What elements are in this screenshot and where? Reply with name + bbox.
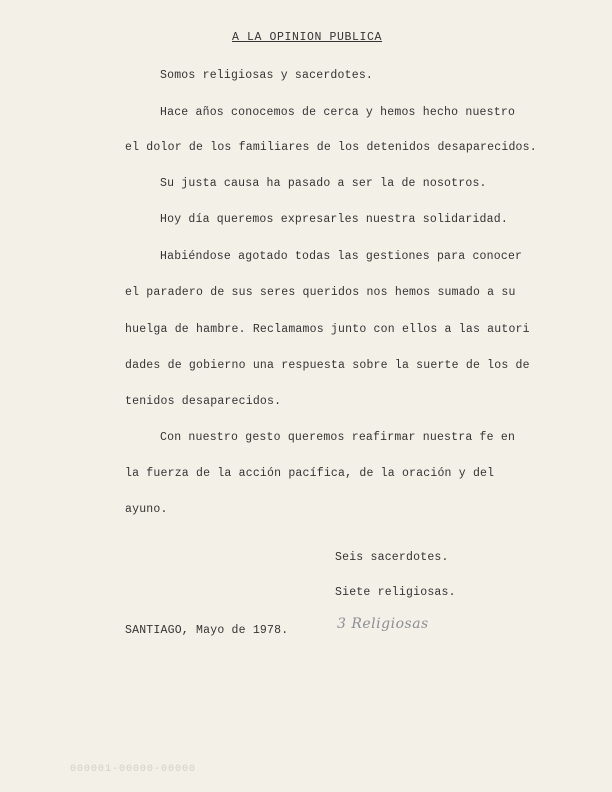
paragraph-line: Con nuestro gesto queremos reafirmar nuestra fe en: [160, 431, 516, 444]
paragraph-line: tenidos desaparecidos.: [125, 395, 282, 408]
paragraph-line: huelga de hambre. Reclamamos junto con ellos a las autori: [125, 323, 530, 336]
signature-priests: Seis sacerdotes.: [335, 551, 449, 564]
paragraph-line: Somos religiosas y sacerdotes.: [160, 69, 374, 82]
signature-nuns: Siete religiosas.: [335, 586, 456, 599]
paragraph-line: Hace años conocemos de cerca y hemos hecho nuestro: [160, 106, 516, 119]
paragraph-line: Su justa causa ha pasado a ser la de nosotros.: [160, 177, 487, 190]
paragraph-line: ayuno.: [125, 503, 168, 516]
paragraph-line: el paradero de sus seres queridos nos hemos sumado a su: [125, 286, 516, 299]
paragraph-line: Habiéndose agotado todas las gestiones para conocer: [160, 250, 523, 263]
paragraph-line: el dolor de los familiares de los detenidos desaparecidos.: [125, 141, 537, 154]
paragraph-line: la fuerza de la acción pacífica, de la oración y del: [125, 467, 495, 480]
paragraph-line: Hoy día queremos expresarles nuestra solidaridad.: [160, 213, 508, 226]
handwritten-note: 3 Religiosas: [337, 616, 429, 632]
archive-stamp: 000001-00000-00000: [70, 764, 197, 775]
paragraph-line: dades de gobierno una respuesta sobre la suerte de los de: [125, 359, 530, 372]
document-title: A LA OPINION PUBLICA: [232, 31, 383, 44]
place-date: SANTIAGO, Mayo de 1978.: [125, 624, 289, 637]
